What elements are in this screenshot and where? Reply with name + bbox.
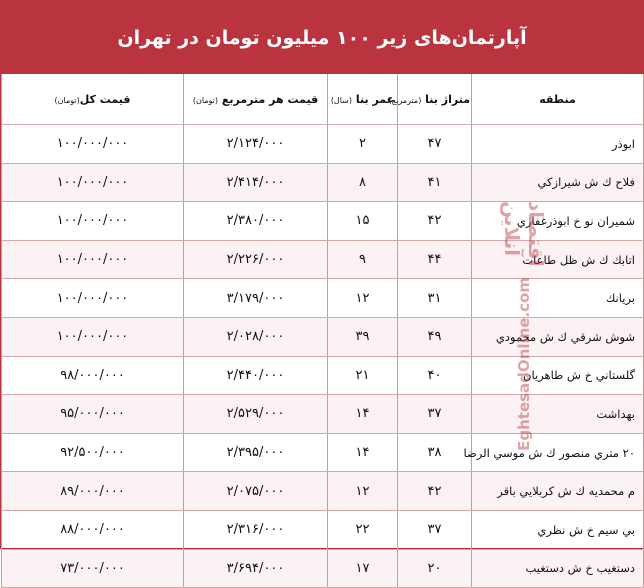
col-header-price-per-meter: قیمت هر مترمربع (تومان) <box>184 74 328 125</box>
cell-age: ۱۷ <box>328 549 398 588</box>
cell-area: ۴۷ <box>398 125 472 164</box>
cell-region: فلاح ك ش شيرازكي <box>472 163 644 202</box>
apartment-table <box>1 74 644 588</box>
cell-age: ۸ <box>328 163 398 202</box>
cell-price-per-meter: ۲/۲۲۶/۰۰۰ <box>184 240 328 279</box>
cell-age: ۱۵ <box>328 202 398 241</box>
cell-price-per-meter: ۲/۵۲۹/۰۰۰ <box>184 395 328 434</box>
cell-area: ۴۲ <box>398 472 472 511</box>
cell-area: ۴۲ <box>398 202 472 241</box>
cell-total-price: ۱۰۰/۰۰۰/۰۰۰ <box>2 279 184 318</box>
cell-total-price: ۱۰۰/۰۰۰/۰۰۰ <box>2 125 184 164</box>
cell-area: ۴۴ <box>398 240 472 279</box>
table-row <box>2 510 644 549</box>
cell-age: ۲ <box>328 125 398 164</box>
cell-region: اتابك ك ش ظل طاعات <box>472 240 644 279</box>
cell-total-price: ۱۰۰/۰۰۰/۰۰۰ <box>2 202 184 241</box>
cell-region: شميران نو خ ابوذرغفاري <box>472 202 644 241</box>
cell-total-price: ۱۰۰/۰۰۰/۰۰۰ <box>2 240 184 279</box>
cell-price-per-meter: ۲/۰۷۵/۰۰۰ <box>184 472 328 511</box>
cell-total-price: ۸۹/۰۰۰/۰۰۰ <box>2 472 184 511</box>
table-row <box>2 163 644 202</box>
cell-price-per-meter: ۲/۴۴۰/۰۰۰ <box>184 356 328 395</box>
col-header-total-price: قیمت کل(تومان) <box>2 74 184 125</box>
table-row <box>2 395 644 434</box>
cell-age: ۳۹ <box>328 317 398 356</box>
cell-age: ۱۲ <box>328 279 398 318</box>
cell-region: شوش شرقي ك ش محمودي <box>472 317 644 356</box>
cell-area: ۴۰ <box>398 356 472 395</box>
cell-age: ۲۲ <box>328 510 398 549</box>
cell-age: ۱۴ <box>328 433 398 472</box>
cell-area: ۳۱ <box>398 279 472 318</box>
cell-age: ۹ <box>328 240 398 279</box>
table-row <box>2 317 644 356</box>
watermark-logo: اقتصاد آنلاین <box>500 201 548 267</box>
cell-area: ۴۱ <box>398 163 472 202</box>
cell-area: ۳۸ <box>398 433 472 472</box>
cell-age: ۱۴ <box>328 395 398 434</box>
table-row <box>2 356 644 395</box>
table-row <box>2 125 644 164</box>
cell-region: گلستاني خ ش طاهريان <box>472 356 644 395</box>
table-header-row <box>2 74 644 125</box>
table-row <box>2 472 644 511</box>
cell-age: ۱۲ <box>328 472 398 511</box>
table-title: آپارتمان‌های زیر ۱۰۰ میلیون تومان در تهران <box>1 1 643 74</box>
table-row <box>2 433 644 472</box>
watermark-site: EghtesadOnline.com <box>515 277 533 451</box>
cell-price-per-meter: ۲/۳۱۶/۰۰۰ <box>184 510 328 549</box>
cell-region: بهداشت <box>472 395 644 434</box>
col-header-area: متراژ بنا (مترمربع) <box>398 74 472 125</box>
cell-price-per-meter: ۳/۱۷۹/۰۰۰ <box>184 279 328 318</box>
cell-price-per-meter: ۲/۰۲۸/۰۰۰ <box>184 317 328 356</box>
cell-region: دستغيب خ ش دستغيب <box>472 549 644 588</box>
cell-price-per-meter: ۲/۳۹۵/۰۰۰ <box>184 433 328 472</box>
cell-area: ۴۹ <box>398 317 472 356</box>
cell-region: بي سيم خ ش نظري <box>472 510 644 549</box>
cell-total-price: ۹۸/۰۰۰/۰۰۰ <box>2 356 184 395</box>
col-header-age: عمر بنا (سال) <box>328 74 398 125</box>
table-row <box>2 240 644 279</box>
cell-total-price: ۸۸/۰۰۰/۰۰۰ <box>2 510 184 549</box>
cell-total-price: ۹۲/۵۰۰/۰۰۰ <box>2 433 184 472</box>
cell-total-price: ۹۵/۰۰۰/۰۰۰ <box>2 395 184 434</box>
cell-region: م محمديه ك ش كربلايي باقر <box>472 472 644 511</box>
cell-region: ابوذر <box>472 125 644 164</box>
table-row <box>2 279 644 318</box>
cell-area: ۳۷ <box>398 395 472 434</box>
cell-price-per-meter: ۳/۶۹۴/۰۰۰ <box>184 549 328 588</box>
cell-price-per-meter: ۲/۴۱۴/۰۰۰ <box>184 163 328 202</box>
cell-area: ۲۰ <box>398 549 472 588</box>
cell-total-price: ۱۰۰/۰۰۰/۰۰۰ <box>2 317 184 356</box>
cell-total-price: ۱۰۰/۰۰۰/۰۰۰ <box>2 163 184 202</box>
cell-price-per-meter: ۲/۳۸۰/۰۰۰ <box>184 202 328 241</box>
cell-total-price: ۷۳/۰۰۰/۰۰۰ <box>2 549 184 588</box>
table-row <box>2 549 644 588</box>
cell-region: بريانك <box>472 279 644 318</box>
cell-area: ۳۷ <box>398 510 472 549</box>
cell-region: ۲۰ متري منصور ك ش موسي الرضا <box>472 433 644 472</box>
table-row <box>2 202 644 241</box>
cell-age: ۲۱ <box>328 356 398 395</box>
cell-price-per-meter: ۲/۱۲۴/۰۰۰ <box>184 125 328 164</box>
col-header-region: منطقه <box>472 74 644 125</box>
